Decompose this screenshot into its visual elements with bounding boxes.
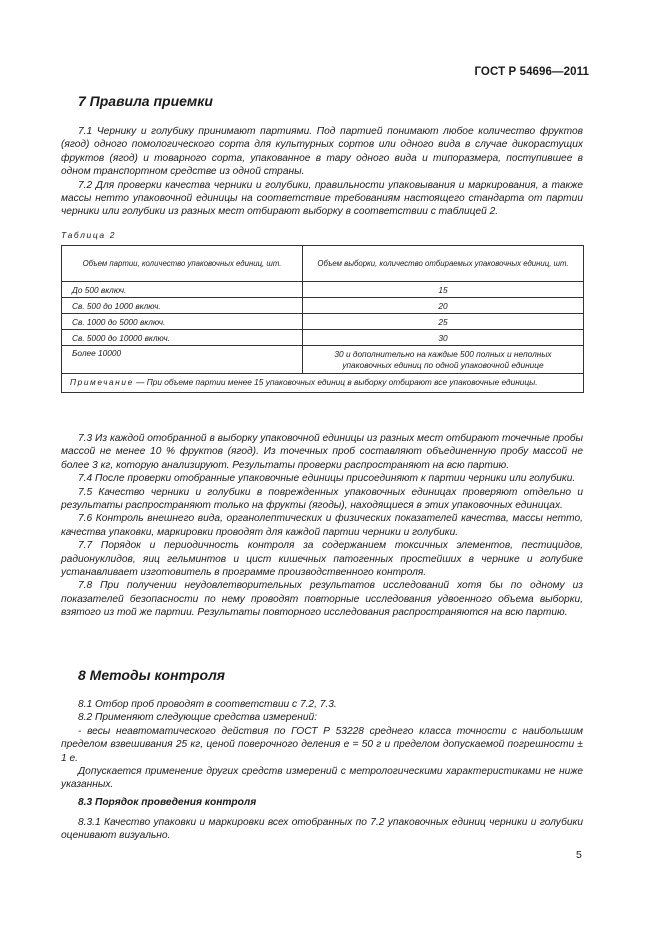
note-label: Примечание	[70, 377, 134, 387]
page-number: 5	[576, 849, 582, 861]
table-row	[62, 314, 584, 330]
sample-size-cell: 15	[303, 282, 584, 298]
table-note-row	[62, 374, 584, 393]
sample-size-cell: 25	[303, 314, 584, 330]
table-row	[62, 346, 584, 374]
paragraph-7-3: 7.3 Из каждой отобранной в выборку упаковочной единицы из разных мест отбирают точечные пробы массой не менее 10 % фруктов (ягод). Из точечных проб составляют объединенную пробу массой не более 3 кг, которую анализируют. Результаты проверки распространяют на всю партию.	[61, 433, 583, 471]
section-7-continued	[61, 432, 583, 620]
paragraph-7-8: 7.8 При получении неудовлетворительных результатов исследований хотя бы по одному из показателей безопасности по нему проводят повторные исследования удвоенного объема выборки, взятого из той же партии. Результаты повторного исследования распространяются на всю партию.	[61, 580, 583, 619]
standard-header: ГОСТ Р 54696—2011	[474, 66, 589, 78]
section-8-text	[61, 698, 583, 792]
table-row	[62, 298, 584, 314]
paragraph-8-2-item: - весы неавтоматического действия по ГОСТ Р 53228 среднего класса точности с наибольшим пределом взвешивания 25 кг, ценой поверочного деления е = 50 г и пределом допускаемой погрешности ± 1 е.	[61, 725, 583, 764]
lot-size-cell: Св. 5000 до 10000 включ.	[62, 330, 303, 346]
section-8-3-text	[61, 816, 583, 843]
note-text: — При объеме партии менее 15 упаковочных единиц в выборку отбирают все упаковочные единицы.	[133, 377, 538, 387]
table-row	[62, 282, 584, 298]
paragraph-8-2-extra: Допускается применение других средств измерений с метрологическими характеристиками не ниже указанных.	[61, 766, 583, 791]
paragraph-7-5: 7.5 Качество черники и голубики в поврежденных упаковочных единицах проверяют отдельно и результаты распространяют только на фрукты (ягоды), находящиеся в этих упаковочных единицах.	[61, 486, 583, 512]
lot-size-cell: До 500 включ.	[62, 282, 303, 298]
sample-size-cell: 20	[303, 298, 584, 314]
paragraph-7-4: 7.4 После проверки отобранные упаковочные единицы присоединяют к партии черники или голубики.	[78, 473, 576, 485]
table-header-row	[62, 246, 584, 282]
section-7-title: 7 Правила приемки	[78, 93, 213, 109]
table-note	[62, 374, 584, 393]
paragraph-8-2: 8.2 Применяют следующие средства измерений:	[78, 712, 318, 724]
table-2-caption: Таблица 2	[61, 230, 117, 240]
sample-size-cell: 30 и дополнительно на каждые 500 полных и неполных упаковочных единиц по одной упаковочной единице	[303, 346, 584, 374]
section-8-title: 8 Методы контроля	[78, 667, 226, 683]
paragraph-8-3-1: 8.3.1 Качество упаковки и маркировки всех отобранных по 7.2 упаковочных единиц черники и голубики оценивают визуально.	[61, 817, 583, 842]
paragraph-8-1: 8.1 Отбор проб проводят в соответствии с 7.2, 7.3.	[78, 699, 337, 710]
paragraph-7-1: 7.1 Чернику и голубику принимают партиями. Под партией понимают любое количество фруктов (ягод) одного помологического сорта для культурных сортов или одного вида в случае дикорастущих фруктов (ягод) и товарного сорта, упакованное в тару одного вида и типоразмера, поступившее в одном транспортном средстве из одной страны.	[61, 126, 583, 178]
col-header-lot-size: Объем партии, количество упаковочных единиц, шт.	[62, 246, 303, 282]
sample-size-cell: 30	[303, 330, 584, 346]
table-row	[62, 330, 584, 346]
paragraph-7-6: 7.6 Контроль внешнего вида, органолептических и физических показателей качества, массы нетто, качества упаковки, маркировки проводят для каждой партии черники и голубики.	[61, 513, 583, 538]
lot-size-cell: Более 10000	[62, 346, 303, 374]
paragraph-7-7: 7.7 Порядок и периодичность контроля за содержанием токсичных элементов, пестицидов, радионуклидов, яиц гельминтов и цист кишечных патогенных простейших в чернике и голубике устанавливает изготовитель в программе производственного контроля.	[61, 540, 583, 579]
subsection-8-3-title: 8.3 Порядок проведения контроля	[78, 797, 257, 808]
table-2	[61, 245, 584, 393]
lot-size-cell: Св. 500 до 1000 включ.	[62, 298, 303, 314]
lot-size-cell: Св. 1000 до 5000 включ.	[62, 314, 303, 330]
section-7-intro	[61, 125, 583, 219]
col-header-sample-size: Объем выборки, количество отбираемых упаковочных единиц, шт.	[303, 246, 584, 282]
paragraph-7-2: 7.2 Для проверки качества черники и голубики, правильности упаковывания и маркирования, а также массы нетто упаковочной единицы на соответствие требованиям настоящего стандарта от партии черники или голубики из разных мест отбирают выборку в соответствии с таблицей 2.	[61, 179, 583, 218]
